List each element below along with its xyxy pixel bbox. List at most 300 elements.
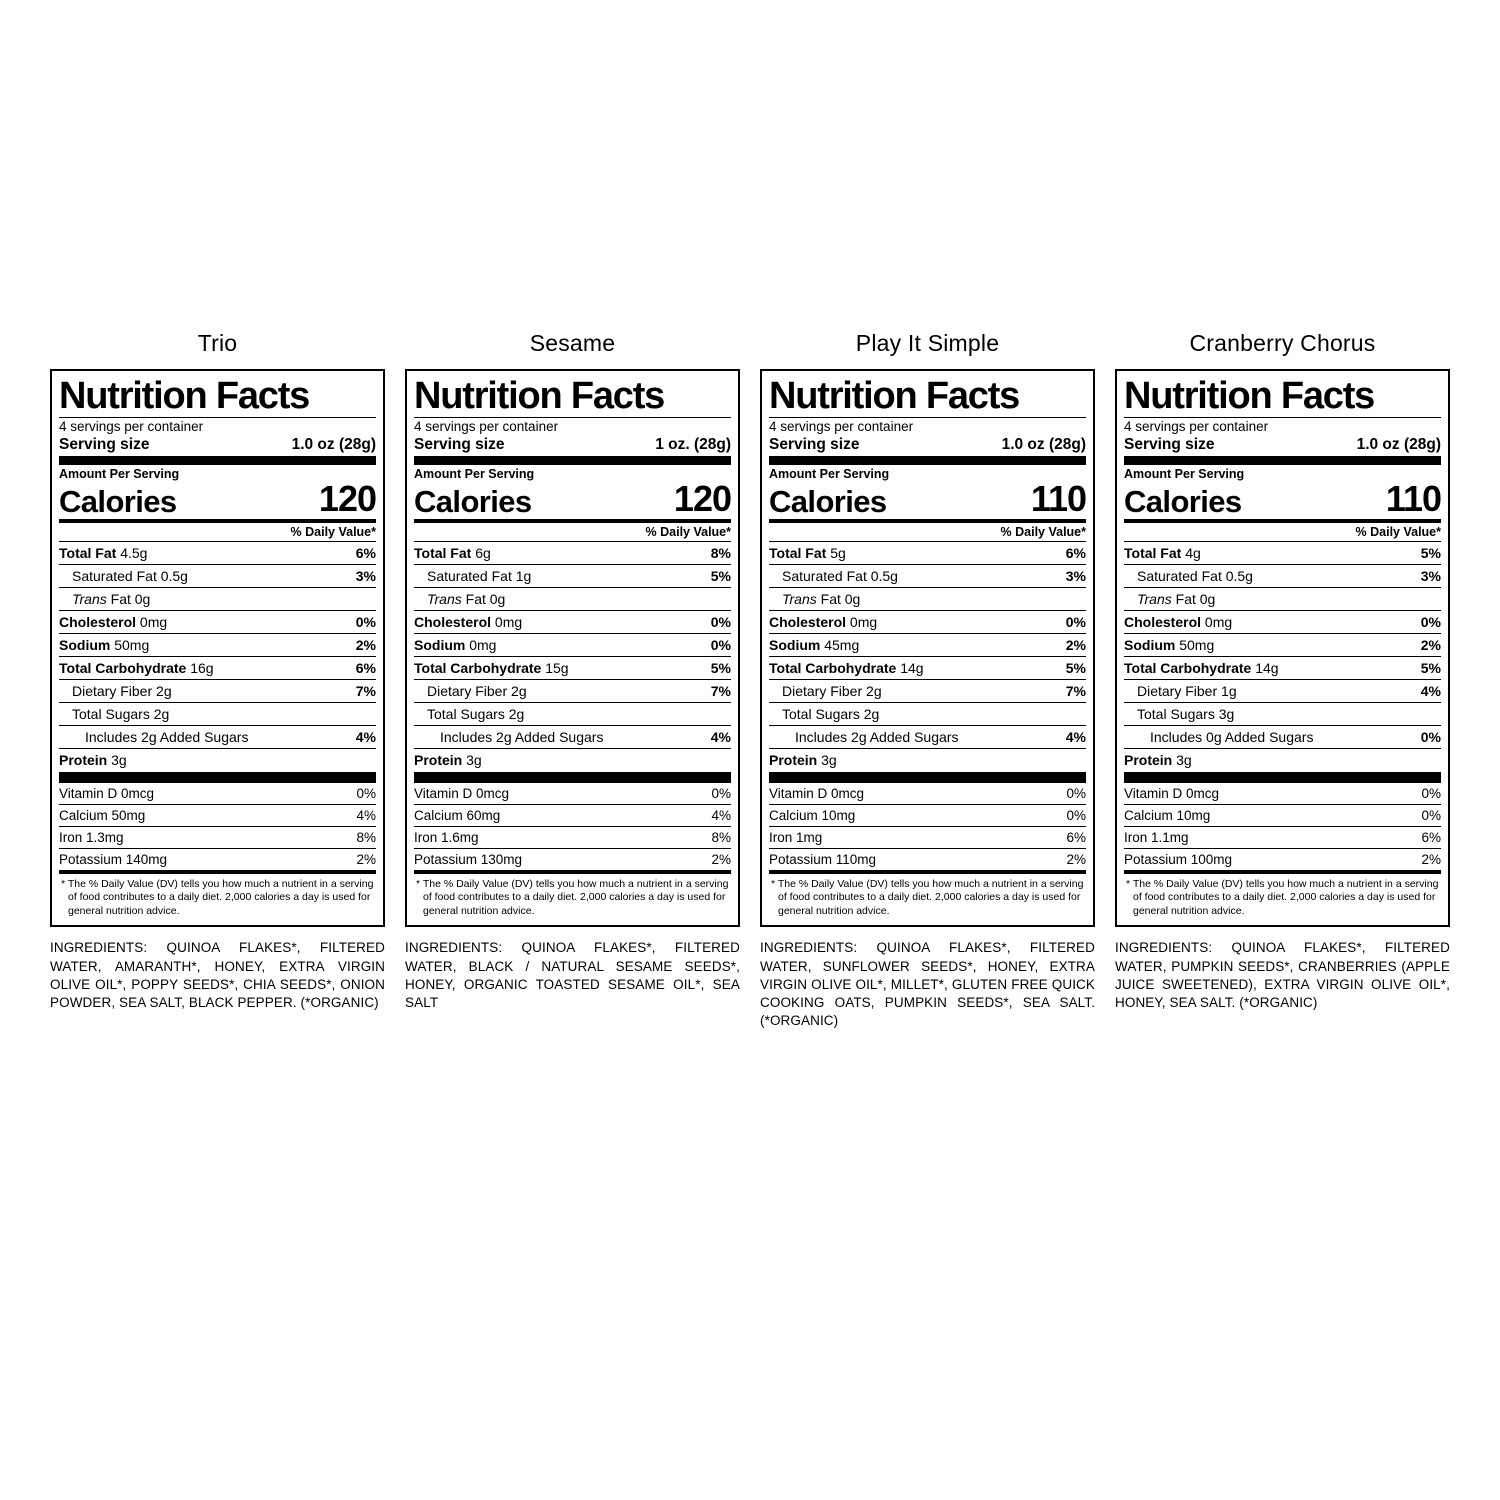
nutrient-percent: 3% xyxy=(1065,567,1086,584)
nutrient-amount: 0.5g xyxy=(160,567,188,584)
nutrition-panel xyxy=(395,330,750,1012)
daily-value-header: % Daily Value* xyxy=(1355,524,1441,539)
nutrient-row xyxy=(414,657,731,679)
nutrient-label xyxy=(769,545,846,561)
nutrient-name: Protein xyxy=(1124,752,1173,769)
nutrient-row xyxy=(769,680,1086,702)
vitamin-label: Vitamin D 0mcg xyxy=(414,785,510,801)
nutrient-percent: 4% xyxy=(1065,729,1086,746)
vitamin-percent: 8% xyxy=(356,829,376,845)
nutrient-percent: 2% xyxy=(1065,637,1086,653)
vitamin-row xyxy=(414,849,731,870)
nutrient-row xyxy=(769,611,1086,633)
vitamin-label: Calcium 60mg xyxy=(414,807,501,823)
nutrient-amount: 3g xyxy=(821,752,837,769)
nutrient-row xyxy=(414,703,731,725)
nutrient-label xyxy=(59,545,147,561)
nutrient-amount: Fat 0g xyxy=(1175,590,1216,607)
daily-value-footnote: * The % Daily Value (DV) tells you how much a nutrient in a serving of food contributes to a daily diet. 2,000 calories a day is used for general nutrition advice. xyxy=(771,877,1084,917)
nutrient-name: Protein xyxy=(414,752,463,769)
nutrient-name: Sodium xyxy=(769,637,821,653)
nutrient-name: Dietary Fiber xyxy=(1137,683,1218,700)
serving-size-label: Serving size xyxy=(414,435,505,453)
nutrient-row xyxy=(59,634,376,656)
vitamin-percent: 0% xyxy=(356,785,376,801)
nutrient-row xyxy=(1124,657,1441,679)
nutrient-amount: 0mg xyxy=(494,613,523,630)
nutrient-label xyxy=(414,568,531,584)
calories-value: 110 xyxy=(1030,477,1086,519)
nutrient-label xyxy=(1124,683,1237,699)
nutrient-label xyxy=(769,752,837,768)
nutrient-name: Includes 2g Added Sugars xyxy=(440,729,604,746)
calories-row xyxy=(769,477,1086,519)
nutrient-amount: 3g xyxy=(1218,706,1235,723)
nutrient-name: Saturated Fat xyxy=(72,567,157,584)
ingredients-text: INGREDIENTS: QUINOA FLAKES*, FILTERED WATER, AMARANTH*, HONEY, EXTRA VIRGIN OLIVE OIL*, POPPY SEEDS*, CHIA SEEDS*, ONION POWDER, SEA SALT, BLACK PEPPER. (*ORGANIC) xyxy=(50,940,385,1011)
ingredients-text: INGREDIENTS: QUINOA FLAKES*, FILTERED WATER, PUMPKIN SEEDS*, CRANBERRIES (APPLE JUICE SWEETENED), EXTRA VIRGIN OLIVE OIL*, HONEY, SEA SALT. (*ORGANIC) xyxy=(1115,940,1450,1011)
nutrient-name: Includes 2g Added Sugars xyxy=(795,729,959,746)
nutrition-panel xyxy=(1105,330,1460,1012)
amount-per-serving: Amount Per Serving xyxy=(59,466,180,481)
vitamin-percent: 0% xyxy=(1421,807,1441,823)
nutrient-row xyxy=(414,726,731,748)
nutrient-label xyxy=(59,752,127,768)
nutrient-amount: 2g xyxy=(156,683,172,700)
nutrient-name: Total Fat xyxy=(1124,544,1182,561)
nutrient-label xyxy=(59,706,169,722)
daily-value-footnote: * The % Daily Value (DV) tells you how much a nutrient in a serving of food contributes to a daily diet. 2,000 calories a day is used for general nutrition advice. xyxy=(1126,877,1439,917)
nutrient-percent: 4% xyxy=(1420,683,1441,700)
calories-row xyxy=(59,477,376,519)
nutrient-name: Total Carbohydrate xyxy=(1124,660,1252,677)
nutrient-amount: 0mg xyxy=(139,613,168,630)
calories-label: Calories xyxy=(414,483,532,519)
nutrient-amount: 0mg xyxy=(469,637,497,653)
nutrition-panel xyxy=(750,330,1105,1031)
nutrient-name: Cholesterol xyxy=(59,613,137,630)
nutrient-amount: Fat 0g xyxy=(465,590,506,607)
divider-thick xyxy=(414,456,731,465)
nutrient-percent: 0% xyxy=(710,637,731,653)
vitamin-percent: 6% xyxy=(1066,829,1086,845)
nutrient-percent: 6% xyxy=(355,660,376,677)
nutrient-percent: 5% xyxy=(1420,544,1441,561)
nutrient-percent: 5% xyxy=(1065,660,1086,677)
nutrient-percent: 7% xyxy=(1065,683,1086,700)
vitamin-row xyxy=(769,783,1086,804)
nutrient-label xyxy=(769,729,958,745)
nutrient-percent: 2% xyxy=(355,637,376,653)
nutrient-name: Sodium xyxy=(414,637,466,653)
nutrient-amount: 2g xyxy=(153,706,170,723)
nutrient-amount: 45mg xyxy=(824,637,860,653)
nutrient-name: Total Fat xyxy=(414,544,472,561)
nutrient-label xyxy=(414,752,482,768)
nutrient-row xyxy=(1124,703,1441,725)
nutrient-label xyxy=(769,614,877,630)
vitamin-label: Calcium 50mg xyxy=(59,807,146,823)
nutrient-percent: 7% xyxy=(355,683,376,700)
vitamin-percent: 4% xyxy=(711,807,731,823)
nutrient-name: Dietary Fiber xyxy=(427,683,508,700)
nutrient-amount: 2g xyxy=(511,683,527,700)
nutrient-row xyxy=(414,588,731,610)
nutrient-row xyxy=(769,657,1086,679)
vitamin-label: Iron 1.6mg xyxy=(414,829,479,845)
calories-value: 120 xyxy=(318,477,376,519)
nutrient-label xyxy=(769,591,860,607)
nutrient-label xyxy=(414,683,527,699)
nutrient-label xyxy=(59,614,167,630)
nutrient-name: Cholesterol xyxy=(414,613,492,630)
nutrient-amount: 15g xyxy=(545,660,569,677)
nutrient-name: Sodium xyxy=(1124,637,1176,653)
vitamin-row xyxy=(59,827,376,848)
nutrient-amount: 0.5g xyxy=(870,567,898,584)
nutrient-label xyxy=(1124,545,1201,561)
nutrition-facts-heading: Nutrition Facts xyxy=(1124,375,1375,417)
serving-size-value: 1.0 oz (28g) xyxy=(1356,435,1441,453)
nutrient-row xyxy=(1124,749,1441,771)
nutrient-row xyxy=(1124,611,1441,633)
vitamin-row xyxy=(59,805,376,826)
vitamin-label: Calcium 10mg xyxy=(769,807,856,823)
nutrition-panel xyxy=(40,330,395,1012)
vitamin-label: Iron 1.3mg xyxy=(59,829,124,845)
nutrient-percent: 5% xyxy=(710,660,731,677)
vitamin-row xyxy=(1124,849,1441,870)
nutrition-facts-label xyxy=(1115,369,1450,927)
nutrient-label xyxy=(414,614,522,630)
nutrient-name: Total Carbohydrate xyxy=(414,660,542,677)
nutrient-name: Protein xyxy=(59,752,108,769)
nutrient-amount: 4g xyxy=(1185,544,1201,561)
nutrient-percent: 3% xyxy=(1420,567,1441,584)
nutrition-facts-heading: Nutrition Facts xyxy=(414,375,665,417)
product-title: Sesame xyxy=(529,330,616,356)
nutrient-label xyxy=(1124,752,1192,768)
vitamin-label: Potassium 130mg xyxy=(414,851,523,867)
calories-value: 120 xyxy=(673,477,731,519)
calories-row xyxy=(1124,477,1441,519)
nutrition-facts-heading: Nutrition Facts xyxy=(769,375,1020,417)
nutrient-row xyxy=(59,726,376,748)
serving-size-label: Serving size xyxy=(59,435,150,453)
divider-black xyxy=(1124,772,1441,783)
nutrient-row xyxy=(769,542,1086,564)
vitamin-percent: 0% xyxy=(1066,785,1086,801)
nutrient-amount: 50mg xyxy=(1179,637,1215,653)
nutrient-label xyxy=(1124,637,1214,653)
calories-value: 110 xyxy=(1385,477,1441,519)
nutrient-percent: 7% xyxy=(710,683,731,700)
vitamin-row xyxy=(769,805,1086,826)
nutrient-row xyxy=(414,611,731,633)
nutrient-percent: 4% xyxy=(710,729,731,746)
nutrient-row xyxy=(414,542,731,564)
nutrient-name: Total Sugars xyxy=(72,706,150,723)
nutrient-name: Trans xyxy=(72,590,107,607)
vitamin-label: Iron 1.1mg xyxy=(1124,829,1189,845)
nutrition-facts-label xyxy=(50,369,385,927)
vitamin-percent: 0% xyxy=(1421,785,1441,801)
nutrient-row xyxy=(59,611,376,633)
nutrient-name: Trans xyxy=(782,590,817,607)
nutrient-amount: 3g xyxy=(466,752,482,769)
nutrient-amount: 0mg xyxy=(849,613,878,630)
nutrient-label xyxy=(414,660,569,676)
nutrient-amount: 2g xyxy=(863,706,880,723)
nutrition-facts-label xyxy=(405,369,740,927)
nutrient-amount: 4.5g xyxy=(120,544,148,561)
nutrient-amount: 6g xyxy=(475,544,491,561)
nutrient-row xyxy=(769,565,1086,587)
nutrient-row xyxy=(414,565,731,587)
nutrient-amount: 1g xyxy=(515,567,532,584)
nutrient-row xyxy=(769,726,1086,748)
nutrient-row xyxy=(1124,588,1441,610)
serving-size-value: 1 oz. (28g) xyxy=(655,435,731,453)
nutrient-row xyxy=(414,749,731,771)
nutrient-percent: 6% xyxy=(1065,544,1086,561)
nutrient-amount: 0.5g xyxy=(1225,567,1253,584)
nutrient-percent: 0% xyxy=(710,613,731,630)
daily-value-header: % Daily Value* xyxy=(1000,524,1086,539)
daily-value-header: % Daily Value* xyxy=(645,524,731,539)
nutrient-label xyxy=(59,591,150,607)
vitamin-row xyxy=(59,783,376,804)
nutrient-amount: 50mg xyxy=(114,637,150,653)
nutrient-name: Dietary Fiber xyxy=(782,683,863,700)
serving-size-row xyxy=(769,436,1086,456)
nutrient-amount: Fat 0g xyxy=(110,590,151,607)
ingredients-text: INGREDIENTS: QUINOA FLAKES*, FILTERED WATER, SUNFLOWER SEEDS*, HONEY, EXTRA VIRGIN OLIVE OIL*, MILLET*, GLUTEN FREE QUICK COOKING OATS, PUMPKIN SEEDS*, SEA SALT. (*ORGANIC) xyxy=(760,940,1095,1029)
nutrient-label xyxy=(769,706,879,722)
servings-per-container: 4 servings per container xyxy=(59,418,204,434)
vitamin-row xyxy=(769,849,1086,870)
nutrient-row xyxy=(59,703,376,725)
vitamin-label: Vitamin D 0mcg xyxy=(1124,785,1220,801)
vitamin-label: Potassium 110mg xyxy=(769,851,877,867)
vitamin-percent: 6% xyxy=(1421,829,1441,845)
amount-per-serving: Amount Per Serving xyxy=(1124,466,1245,481)
nutrient-row xyxy=(414,634,731,656)
nutrient-percent: 3% xyxy=(355,567,376,584)
nutrient-label xyxy=(414,591,505,607)
nutrient-percent: 8% xyxy=(710,544,731,561)
nutrient-label xyxy=(1124,591,1215,607)
nutrient-label xyxy=(414,729,603,745)
daily-value-footnote: * The % Daily Value (DV) tells you how much a nutrient in a serving of food contributes to a daily diet. 2,000 calories a day is used for general nutrition advice. xyxy=(416,877,729,917)
vitamin-row xyxy=(414,805,731,826)
amount-per-serving: Amount Per Serving xyxy=(414,466,535,481)
nutrient-label xyxy=(59,637,149,653)
nutrition-panels-container xyxy=(40,330,1460,1031)
vitamin-label: Iron 1mg xyxy=(769,829,823,845)
nutrient-label xyxy=(769,568,898,584)
product-title: Cranberry Chorus xyxy=(1189,330,1376,356)
divider-thick xyxy=(769,456,1086,465)
nutrient-name: Total Sugars xyxy=(782,706,860,723)
nutrient-amount: 1g xyxy=(1221,683,1237,700)
nutrient-label xyxy=(1124,568,1253,584)
nutrient-name: Total Carbohydrate xyxy=(59,660,187,677)
nutrient-amount: Fat 0g xyxy=(820,590,861,607)
nutrient-percent: 0% xyxy=(1420,613,1441,630)
product-title: Play It Simple xyxy=(855,330,1000,356)
nutrient-row xyxy=(59,565,376,587)
vitamin-percent: 8% xyxy=(711,829,731,845)
vitamin-label: Potassium 100mg xyxy=(1124,851,1233,867)
nutrient-amount: 2g xyxy=(508,706,525,723)
vitamin-row xyxy=(1124,827,1441,848)
nutrient-amount: 5g xyxy=(830,544,846,561)
vitamin-row xyxy=(769,827,1086,848)
nutrient-name: Saturated Fat xyxy=(1137,567,1222,584)
vitamin-percent: 2% xyxy=(711,851,731,867)
nutrient-percent: 5% xyxy=(710,567,731,584)
nutrient-amount: 2g xyxy=(866,683,882,700)
nutrient-percent: 0% xyxy=(1065,613,1086,630)
serving-size-row xyxy=(414,436,731,456)
nutrient-label xyxy=(59,729,248,745)
serving-size-label: Serving size xyxy=(769,435,860,453)
nutrient-amount: 3g xyxy=(111,752,127,769)
nutrient-row xyxy=(769,634,1086,656)
nutrient-name: Cholesterol xyxy=(769,613,847,630)
nutrition-facts-heading: Nutrition Facts xyxy=(59,375,310,417)
serving-size-value: 1.0 oz (28g) xyxy=(291,435,376,453)
nutrient-name: Total Fat xyxy=(59,544,117,561)
nutrient-label xyxy=(414,545,491,561)
nutrient-label xyxy=(1124,729,1313,745)
divider-black xyxy=(59,772,376,783)
nutrient-label xyxy=(59,568,188,584)
vitamin-label: Calcium 10mg xyxy=(1124,807,1211,823)
nutrient-row xyxy=(769,588,1086,610)
nutrient-percent: 0% xyxy=(1420,729,1441,746)
nutrient-row xyxy=(769,703,1086,725)
divider-thick xyxy=(59,456,376,465)
nutrient-name: Includes 0g Added Sugars xyxy=(1150,729,1314,746)
nutrient-name: Dietary Fiber xyxy=(72,683,153,700)
nutrient-percent: 0% xyxy=(355,613,376,630)
serving-size-value: 1.0 oz (28g) xyxy=(1001,435,1086,453)
nutrient-amount: 14g xyxy=(900,660,924,677)
daily-value-header: % Daily Value* xyxy=(290,524,376,539)
nutrient-amount: 14g xyxy=(1255,660,1279,677)
vitamin-row xyxy=(59,849,376,870)
divider-thick xyxy=(1124,456,1441,465)
nutrient-row xyxy=(59,680,376,702)
nutrient-name: Saturated Fat xyxy=(427,567,512,584)
calories-row xyxy=(414,477,731,519)
nutrient-label xyxy=(769,637,859,653)
nutrition-facts-label xyxy=(760,369,1095,927)
calories-label: Calories xyxy=(769,483,887,519)
nutrient-percent: 4% xyxy=(355,729,376,746)
vitamin-label: Vitamin D 0mcg xyxy=(59,785,155,801)
nutrient-name: Total Sugars xyxy=(427,706,505,723)
vitamin-label: Potassium 140mg xyxy=(59,851,168,867)
vitamin-row xyxy=(1124,805,1441,826)
nutrient-name: Cholesterol xyxy=(1124,613,1202,630)
nutrient-row xyxy=(59,588,376,610)
nutrient-label xyxy=(769,683,882,699)
nutrient-row xyxy=(1124,634,1441,656)
nutrient-percent: 6% xyxy=(355,544,376,561)
nutrient-name: Total Fat xyxy=(769,544,827,561)
nutrient-name: Total Sugars xyxy=(1137,706,1215,723)
nutrient-name: Protein xyxy=(769,752,818,769)
vitamin-label: Vitamin D 0mcg xyxy=(769,785,865,801)
nutrient-amount: 0mg xyxy=(1204,613,1233,630)
nutrient-name: Total Carbohydrate xyxy=(769,660,897,677)
vitamin-percent: 2% xyxy=(356,851,376,867)
ingredients-text: INGREDIENTS: QUINOA FLAKES*, FILTERED WATER, BLACK / NATURAL SESAME SEEDS*, HONEY, ORGANIC TOASTED SESAME OIL*, SEA SALT xyxy=(405,940,740,1011)
nutrient-percent: 2% xyxy=(1420,637,1441,653)
nutrient-label xyxy=(769,660,924,676)
serving-size-row xyxy=(1124,436,1441,456)
amount-per-serving: Amount Per Serving xyxy=(769,466,890,481)
nutrient-amount: 16g xyxy=(190,660,214,677)
servings-per-container: 4 servings per container xyxy=(1124,418,1269,434)
vitamin-percent: 4% xyxy=(356,807,376,823)
servings-per-container: 4 servings per container xyxy=(414,418,559,434)
product-title: Trio xyxy=(197,330,238,356)
nutrient-percent: 5% xyxy=(1420,660,1441,677)
vitamin-percent: 2% xyxy=(1421,851,1441,867)
nutrient-row xyxy=(769,749,1086,771)
nutrient-row xyxy=(1124,542,1441,564)
nutrient-row xyxy=(1124,680,1441,702)
vitamin-percent: 2% xyxy=(1066,851,1086,867)
nutrient-label xyxy=(1124,706,1234,722)
nutrient-row xyxy=(59,749,376,771)
divider-black xyxy=(414,772,731,783)
calories-label: Calories xyxy=(59,483,177,519)
serving-size-label: Serving size xyxy=(1124,435,1215,453)
nutrient-label xyxy=(414,637,496,653)
nutrient-name: Trans xyxy=(1137,590,1172,607)
divider-black xyxy=(769,772,1086,783)
nutrient-row xyxy=(59,542,376,564)
nutrient-row xyxy=(414,680,731,702)
nutrient-row xyxy=(1124,565,1441,587)
nutrient-label xyxy=(59,660,214,676)
nutrient-name: Sodium xyxy=(59,637,111,653)
vitamin-percent: 0% xyxy=(1066,807,1086,823)
daily-value-footnote: * The % Daily Value (DV) tells you how much a nutrient in a serving of food contributes to a daily diet. 2,000 calories a day is used for general nutrition advice. xyxy=(61,877,374,917)
nutrient-label xyxy=(1124,660,1279,676)
vitamin-row xyxy=(1124,783,1441,804)
calories-label: Calories xyxy=(1124,483,1242,519)
nutrient-label xyxy=(1124,614,1232,630)
serving-size-row xyxy=(59,436,376,456)
nutrient-name: Saturated Fat xyxy=(782,567,867,584)
nutrient-name: Trans xyxy=(427,590,462,607)
vitamin-percent: 0% xyxy=(711,785,731,801)
vitamin-row xyxy=(414,783,731,804)
nutrient-label xyxy=(414,706,524,722)
nutrient-label xyxy=(59,683,172,699)
vitamin-row xyxy=(414,827,731,848)
nutrient-amount: 3g xyxy=(1176,752,1192,769)
nutrient-name: Includes 2g Added Sugars xyxy=(85,729,249,746)
nutrient-row xyxy=(59,657,376,679)
servings-per-container: 4 servings per container xyxy=(769,418,914,434)
